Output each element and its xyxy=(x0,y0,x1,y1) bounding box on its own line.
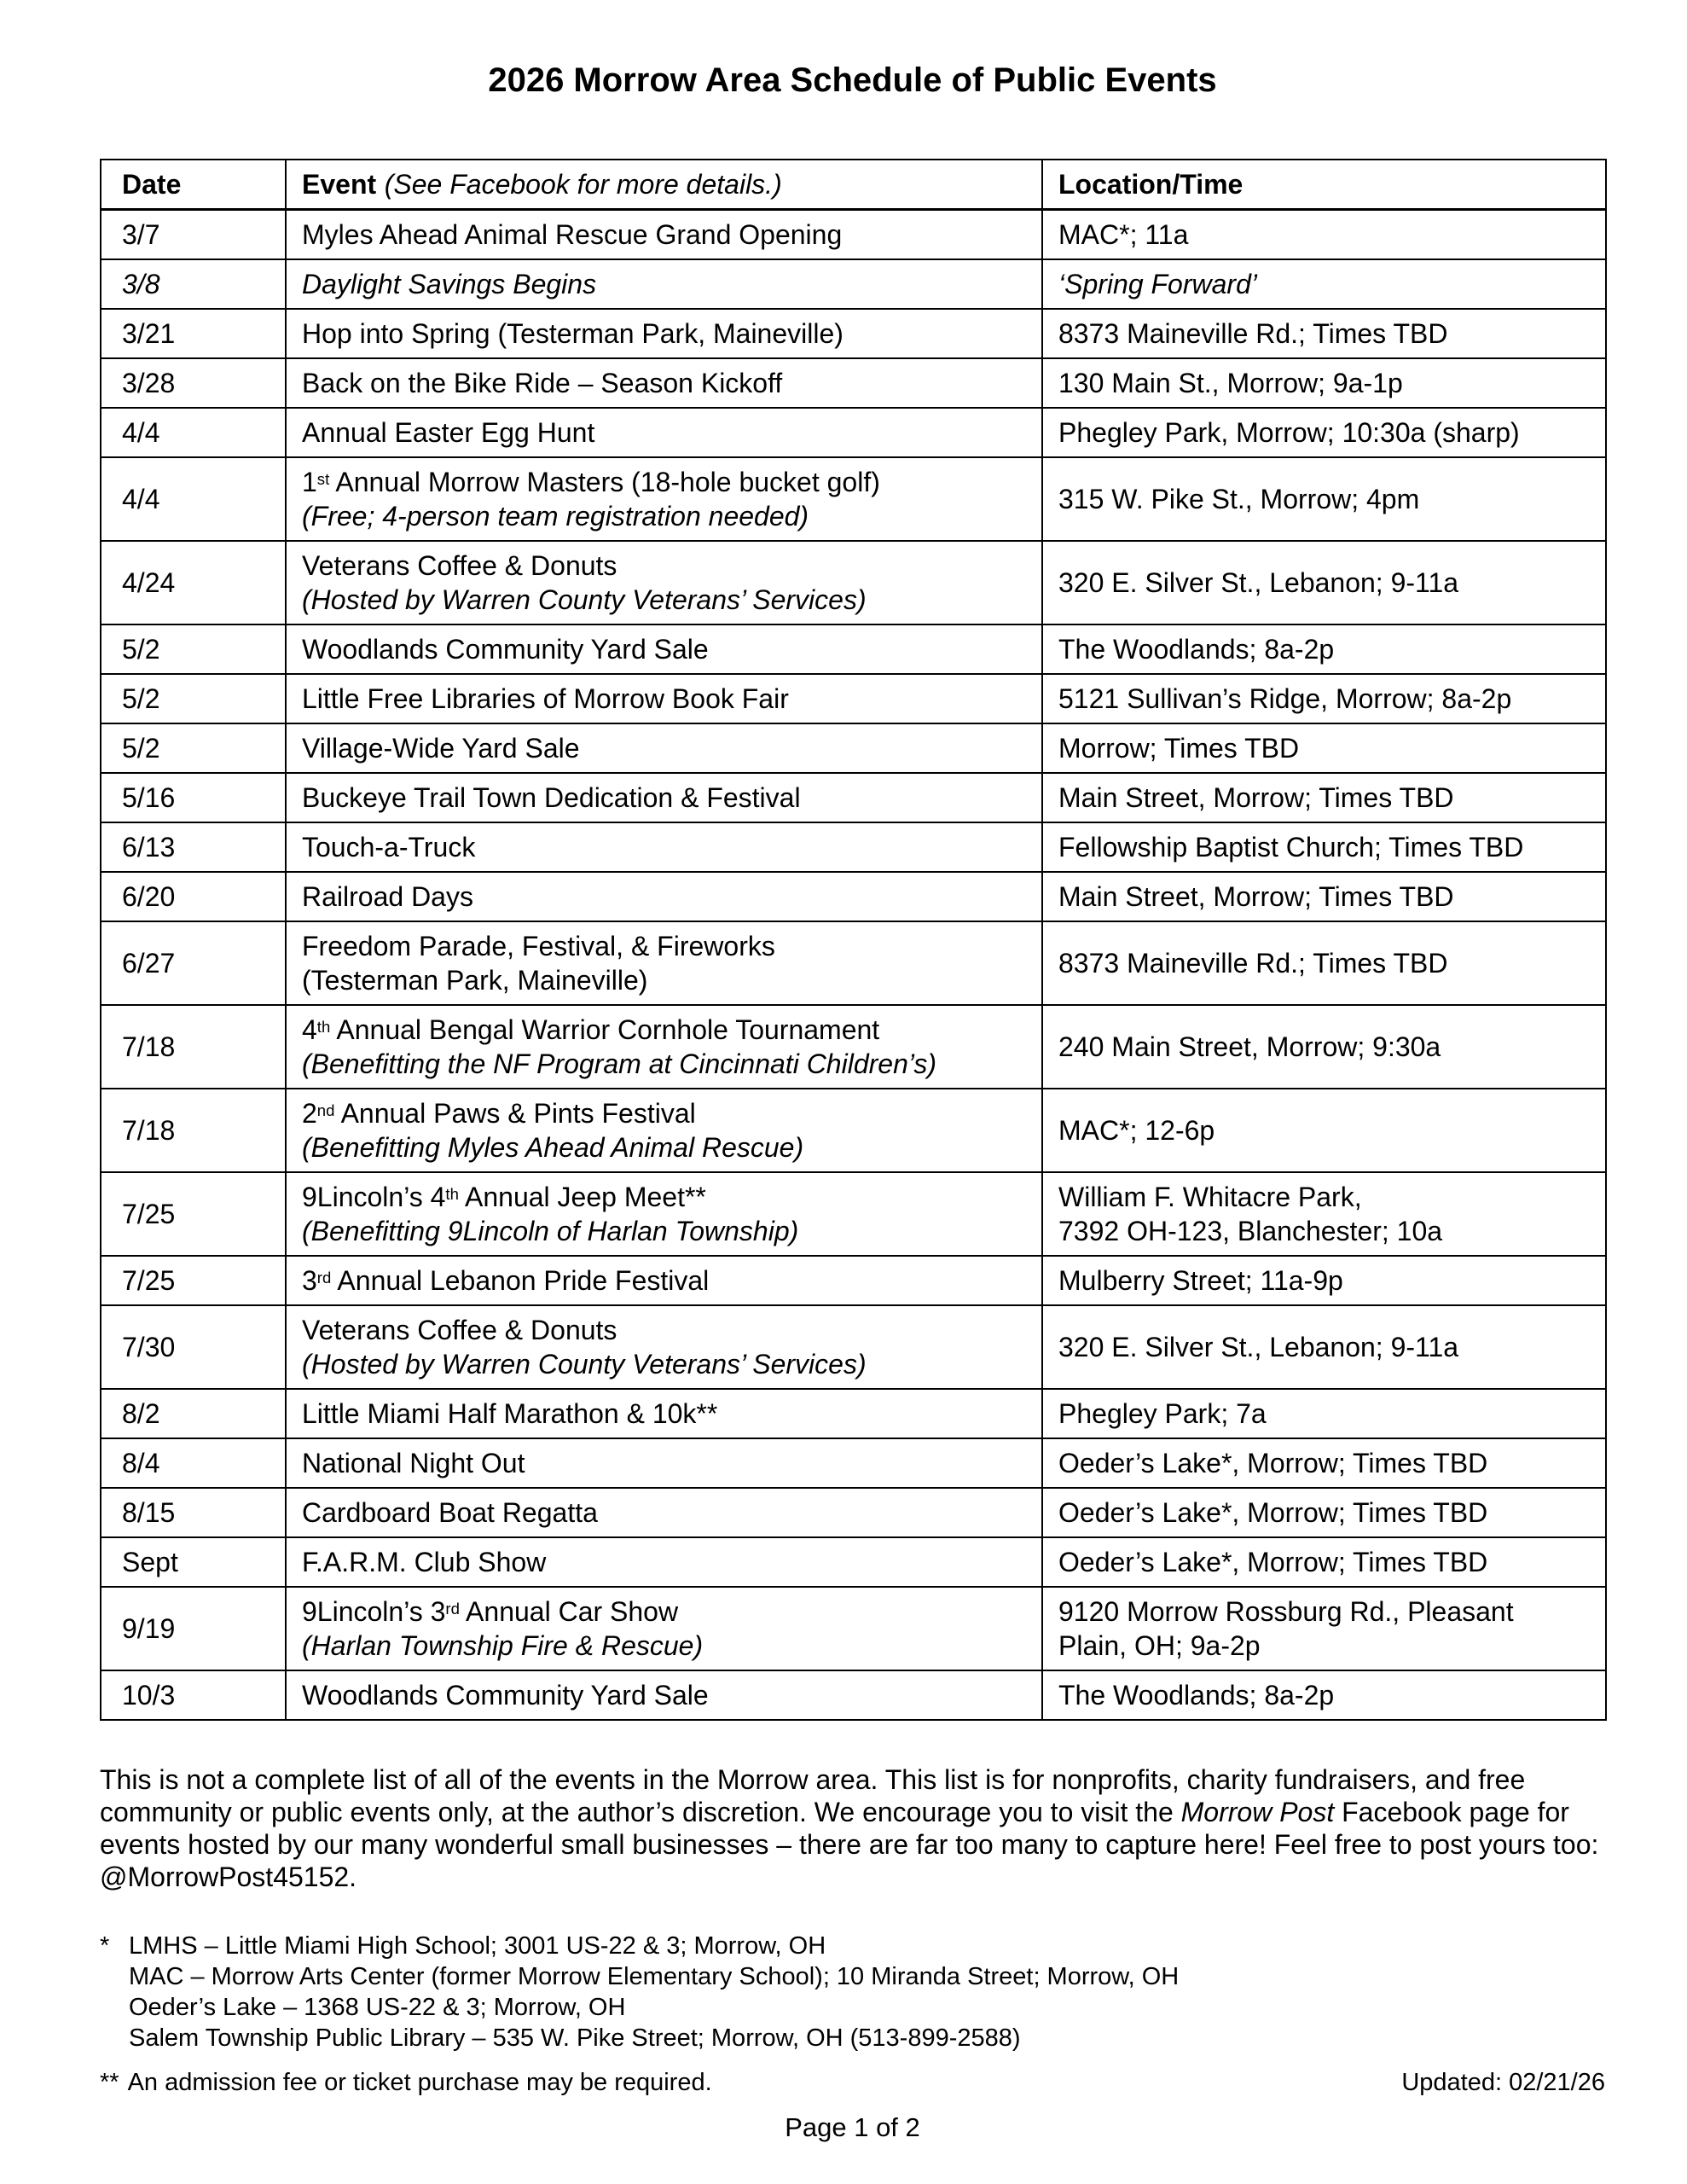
event-cell xyxy=(286,1670,1042,1720)
ordinal-superscript: nd xyxy=(316,1101,335,1119)
table-row xyxy=(101,1005,1606,1089)
event-line: (Free; 4-person team registration needed) xyxy=(302,501,809,531)
location-time-cell xyxy=(1042,773,1606,822)
event-date-cell: 8/4 xyxy=(101,1438,286,1488)
location-line: 9120 Morrow Rossburg Rd., Pleasant xyxy=(1058,1596,1514,1627)
event-line: (Hosted by Warren County Veterans’ Services) xyxy=(302,584,867,615)
table-row xyxy=(101,1089,1606,1172)
location-time-cell xyxy=(1042,1438,1606,1488)
event-date-cell: 6/13 xyxy=(101,822,286,872)
event-line: Little Miami Half Marathon & 10k** xyxy=(302,1398,718,1429)
table-row xyxy=(101,358,1606,408)
table-row xyxy=(101,408,1606,457)
event-cell xyxy=(286,457,1042,541)
event-cell xyxy=(286,408,1042,457)
admission-note-marker: ** xyxy=(100,2069,119,2096)
footnote-line: Salem Township Public Library – 535 W. Pike Street; Morrow, OH (513-899-2588) xyxy=(129,2024,1021,2052)
event-line: Freedom Parade, Festival, & Fireworks xyxy=(302,931,775,961)
event-line: 9Lincoln’s 3rd Annual Car Show xyxy=(302,1596,679,1627)
ordinal-superscript: rd xyxy=(445,1599,460,1618)
event-cell xyxy=(286,541,1042,624)
updated-date: Updated: 02/21/26 xyxy=(1401,2069,1605,2096)
header-event xyxy=(286,160,1042,210)
event-line: (Testerman Park, Maineville) xyxy=(302,965,648,996)
event-date-cell: 10/3 xyxy=(101,1670,286,1720)
event-cell xyxy=(286,674,1042,723)
event-line: Village-Wide Yard Sale xyxy=(302,733,580,764)
event-cell xyxy=(286,1389,1042,1438)
event-date-cell: 8/2 xyxy=(101,1389,286,1438)
ordinal-superscript: th xyxy=(445,1184,459,1203)
admission-note-text: An admission fee or ticket purchase may be required. xyxy=(127,2069,712,2096)
location-time-cell xyxy=(1042,309,1606,358)
event-line: F.A.R.M. Club Show xyxy=(302,1547,547,1577)
event-cell xyxy=(286,1587,1042,1670)
event-line: Woodlands Community Yard Sale xyxy=(302,1680,709,1711)
event-date-cell: 5/2 xyxy=(101,624,286,674)
header-date: Date xyxy=(101,160,286,210)
event-line: (Benefitting 9Lincoln of Harlan Township) xyxy=(302,1216,799,1246)
location-time-cell xyxy=(1042,1587,1606,1670)
event-date-cell: 4/4 xyxy=(101,457,286,541)
table-row xyxy=(101,1587,1606,1670)
event-line: Myles Ahead Animal Rescue Grand Opening xyxy=(302,219,843,250)
location-time-cell xyxy=(1042,1670,1606,1720)
header-event-note: (See Facebook for more details.) xyxy=(384,169,782,200)
event-line: 3rd Annual Lebanon Pride Festival xyxy=(302,1265,710,1296)
event-line: (Benefitting Myles Ahead Animal Rescue) xyxy=(302,1132,804,1163)
event-cell xyxy=(286,723,1042,773)
event-line: Veterans Coffee & Donuts xyxy=(302,1315,617,1345)
event-date-cell: 5/2 xyxy=(101,674,286,723)
location-line: 130 Main St., Morrow; 9a-1p xyxy=(1058,368,1403,398)
event-line: Veterans Coffee & Donuts xyxy=(302,550,617,581)
location-time-cell xyxy=(1042,674,1606,723)
event-cell xyxy=(286,1537,1042,1587)
table-row xyxy=(101,541,1606,624)
location-time-cell xyxy=(1042,457,1606,541)
event-cell xyxy=(286,309,1042,358)
location-line: The Woodlands; 8a-2p xyxy=(1058,634,1335,665)
ordinal-superscript: th xyxy=(316,1017,331,1036)
disclaimer-text-after: Facebook page for events hosted by our many wonderful small businesses – there are far too many to capture here! Feel free to post yours too: @MorrowPost45152. xyxy=(100,1797,1599,1892)
event-line: Annual Easter Egg Hunt xyxy=(302,417,595,448)
ordinal-superscript: st xyxy=(316,469,330,488)
table-row xyxy=(101,1537,1606,1587)
event-line: Hop into Spring (Testerman Park, Maineville) xyxy=(302,318,844,349)
location-time-cell xyxy=(1042,259,1606,309)
location-line: 8373 Maineville Rd.; Times TBD xyxy=(1058,948,1448,979)
location-line: Mulberry Street; 11a-9p xyxy=(1058,1265,1343,1296)
table-row xyxy=(101,309,1606,358)
location-time-cell xyxy=(1042,210,1606,260)
location-line: 320 E. Silver St., Lebanon; 9-11a xyxy=(1058,1332,1459,1362)
location-line: 315 W. Pike St., Morrow; 4pm xyxy=(1058,484,1420,514)
location-time-cell xyxy=(1042,1389,1606,1438)
table-row xyxy=(101,1488,1606,1537)
event-date-cell: 3/21 xyxy=(101,309,286,358)
location-line: Oeder’s Lake*, Morrow; Times TBD xyxy=(1058,1547,1488,1577)
location-footnotes xyxy=(100,1931,1605,2053)
event-cell xyxy=(286,358,1042,408)
event-date-cell: 6/20 xyxy=(101,872,286,921)
ordinal-superscript: rd xyxy=(316,1268,332,1287)
table-row xyxy=(101,921,1606,1005)
event-date-cell: 3/7 xyxy=(101,210,286,260)
event-date-cell: 3/28 xyxy=(101,358,286,408)
page-title: 2026 Morrow Area Schedule of Public Events xyxy=(488,61,1217,99)
location-time-cell xyxy=(1042,1172,1606,1256)
event-cell xyxy=(286,773,1042,822)
location-line: Fellowship Baptist Church; Times TBD xyxy=(1058,832,1524,863)
table-row xyxy=(101,1256,1606,1305)
location-line: Oeder’s Lake*, Morrow; Times TBD xyxy=(1058,1448,1488,1478)
events-table-header xyxy=(101,160,1606,210)
event-cell xyxy=(286,1089,1042,1172)
event-cell xyxy=(286,822,1042,872)
event-cell xyxy=(286,210,1042,260)
disclaimer-publication-name: Morrow Post xyxy=(1180,1797,1335,1827)
event-date-cell: 7/25 xyxy=(101,1172,286,1256)
table-row xyxy=(101,872,1606,921)
location-time-cell xyxy=(1042,1488,1606,1537)
event-line: (Harlan Township Fire & Rescue) xyxy=(302,1630,704,1661)
location-line: Phegley Park; 7a xyxy=(1058,1398,1267,1429)
table-row xyxy=(101,1438,1606,1488)
event-line: Buckeye Trail Town Dedication & Festival xyxy=(302,782,801,813)
location-time-cell xyxy=(1042,541,1606,624)
table-row xyxy=(101,1172,1606,1256)
event-date-cell: 7/25 xyxy=(101,1256,286,1305)
event-cell xyxy=(286,1005,1042,1089)
location-line: 5121 Sullivan’s Ridge, Morrow; 8a-2p xyxy=(1058,683,1512,714)
admission-note xyxy=(100,2067,712,2098)
event-line: 9Lincoln’s 4th Annual Jeep Meet** xyxy=(302,1182,706,1212)
page-number: Page 1 of 2 xyxy=(785,2112,920,2142)
event-cell xyxy=(286,921,1042,1005)
event-date-cell: 4/24 xyxy=(101,541,286,624)
footnote-line: Oeder’s Lake – 1368 US-22 & 3; Morrow, OH xyxy=(129,1994,626,2021)
location-time-cell xyxy=(1042,1256,1606,1305)
location-line: Plain, OH; 9a-2p xyxy=(1058,1630,1261,1661)
event-cell xyxy=(286,872,1042,921)
event-date-cell: 9/19 xyxy=(101,1587,286,1670)
footnote-asterisk: * xyxy=(100,1932,110,1960)
location-line: William F. Whitacre Park, xyxy=(1058,1182,1362,1212)
location-time-cell xyxy=(1042,822,1606,872)
location-line: Morrow; Times TBD xyxy=(1058,733,1300,764)
location-line: 7392 OH-123, Blanchester; 10a xyxy=(1058,1216,1443,1246)
table-row xyxy=(101,624,1606,674)
events-table-body xyxy=(101,210,1606,1721)
location-time-cell xyxy=(1042,1537,1606,1587)
location-time-cell xyxy=(1042,921,1606,1005)
event-date-cell: 3/8 xyxy=(101,259,286,309)
event-date-cell: Sept xyxy=(101,1537,286,1587)
location-line: Phegley Park, Morrow; 10:30a (sharp) xyxy=(1058,417,1520,448)
event-cell xyxy=(286,1172,1042,1256)
location-line: Main Street, Morrow; Times TBD xyxy=(1058,881,1454,912)
table-row xyxy=(101,674,1606,723)
event-line: Daylight Savings Begins xyxy=(302,269,597,299)
event-line: Back on the Bike Ride – Season Kickoff xyxy=(302,368,783,398)
event-cell xyxy=(286,1438,1042,1488)
location-line: 240 Main Street, Morrow; 9:30a xyxy=(1058,1031,1441,1062)
table-row xyxy=(101,457,1606,541)
footer-row xyxy=(100,2067,1605,2098)
footnote-line: LMHS – Little Miami High School; 3001 US-22 & 3; Morrow, OH xyxy=(129,1932,826,1960)
table-row xyxy=(101,210,1606,260)
disclaimer-text-before: This is not a complete list of all of the events in the Morrow area. This list is for nonprofits, charity fundraisers, and free community or public events only, at the author’s discretion. We encourage you to visit the xyxy=(100,1764,1526,1827)
event-date-cell: 6/27 xyxy=(101,921,286,1005)
event-line: Touch-a-Truck xyxy=(302,832,476,863)
event-line: 4th Annual Bengal Warrior Cornhole Tournament xyxy=(302,1014,880,1045)
event-cell xyxy=(286,1305,1042,1389)
location-line: The Woodlands; 8a-2p xyxy=(1058,1680,1335,1711)
event-line: (Benefitting the NF Program at Cincinnati Children’s) xyxy=(302,1048,937,1079)
location-time-cell xyxy=(1042,1305,1606,1389)
event-cell xyxy=(286,1256,1042,1305)
table-row xyxy=(101,259,1606,309)
event-line: Woodlands Community Yard Sale xyxy=(302,634,709,665)
table-row xyxy=(101,1389,1606,1438)
event-date-cell: 7/18 xyxy=(101,1089,286,1172)
header-row xyxy=(101,160,1606,210)
location-time-cell xyxy=(1042,723,1606,773)
header-location: Location/Time xyxy=(1042,160,1606,210)
events-table xyxy=(100,159,1607,1721)
event-cell xyxy=(286,259,1042,309)
location-line: Oeder’s Lake*, Morrow; Times TBD xyxy=(1058,1497,1488,1528)
event-date-cell: 4/4 xyxy=(101,408,286,457)
event-line: (Hosted by Warren County Veterans’ Services) xyxy=(302,1349,867,1380)
event-cell xyxy=(286,1488,1042,1537)
table-row xyxy=(101,723,1606,773)
event-line: National Night Out xyxy=(302,1448,525,1478)
location-line: Main Street, Morrow; Times TBD xyxy=(1058,782,1454,813)
disclaimer-paragraph xyxy=(100,1763,1605,1893)
event-line: 1st Annual Morrow Masters (18-hole bucket golf) xyxy=(302,467,880,497)
event-line: Railroad Days xyxy=(302,881,473,912)
location-time-cell xyxy=(1042,1089,1606,1172)
location-time-cell xyxy=(1042,358,1606,408)
event-date-cell: 8/15 xyxy=(101,1488,286,1537)
table-row xyxy=(101,822,1606,872)
table-row xyxy=(101,773,1606,822)
table-row xyxy=(101,1670,1606,1720)
table-row xyxy=(101,1305,1606,1389)
location-time-cell xyxy=(1042,408,1606,457)
event-line: Cardboard Boat Regatta xyxy=(302,1497,598,1528)
event-line: Little Free Libraries of Morrow Book Fair xyxy=(302,683,789,714)
location-line: ‘Spring Forward’ xyxy=(1058,269,1257,299)
event-date-cell: 7/18 xyxy=(101,1005,286,1089)
header-event-label: Event xyxy=(302,169,377,200)
location-time-cell xyxy=(1042,1005,1606,1089)
event-date-cell: 5/2 xyxy=(101,723,286,773)
location-line: 320 E. Silver St., Lebanon; 9-11a xyxy=(1058,567,1459,598)
event-line: 2nd Annual Paws & Pints Festival xyxy=(302,1098,696,1129)
location-time-cell xyxy=(1042,872,1606,921)
location-time-cell xyxy=(1042,624,1606,674)
event-cell xyxy=(286,624,1042,674)
location-line: 8373 Maineville Rd.; Times TBD xyxy=(1058,318,1448,349)
location-line: MAC*; 11a xyxy=(1058,219,1189,250)
location-line: MAC*; 12-6p xyxy=(1058,1115,1215,1146)
event-date-cell: 5/16 xyxy=(101,773,286,822)
footnote-line: MAC – Morrow Arts Center (former Morrow Elementary School); 10 Miranda Street; Morrow, OH xyxy=(129,1963,1180,1990)
event-date-cell: 7/30 xyxy=(101,1305,286,1389)
